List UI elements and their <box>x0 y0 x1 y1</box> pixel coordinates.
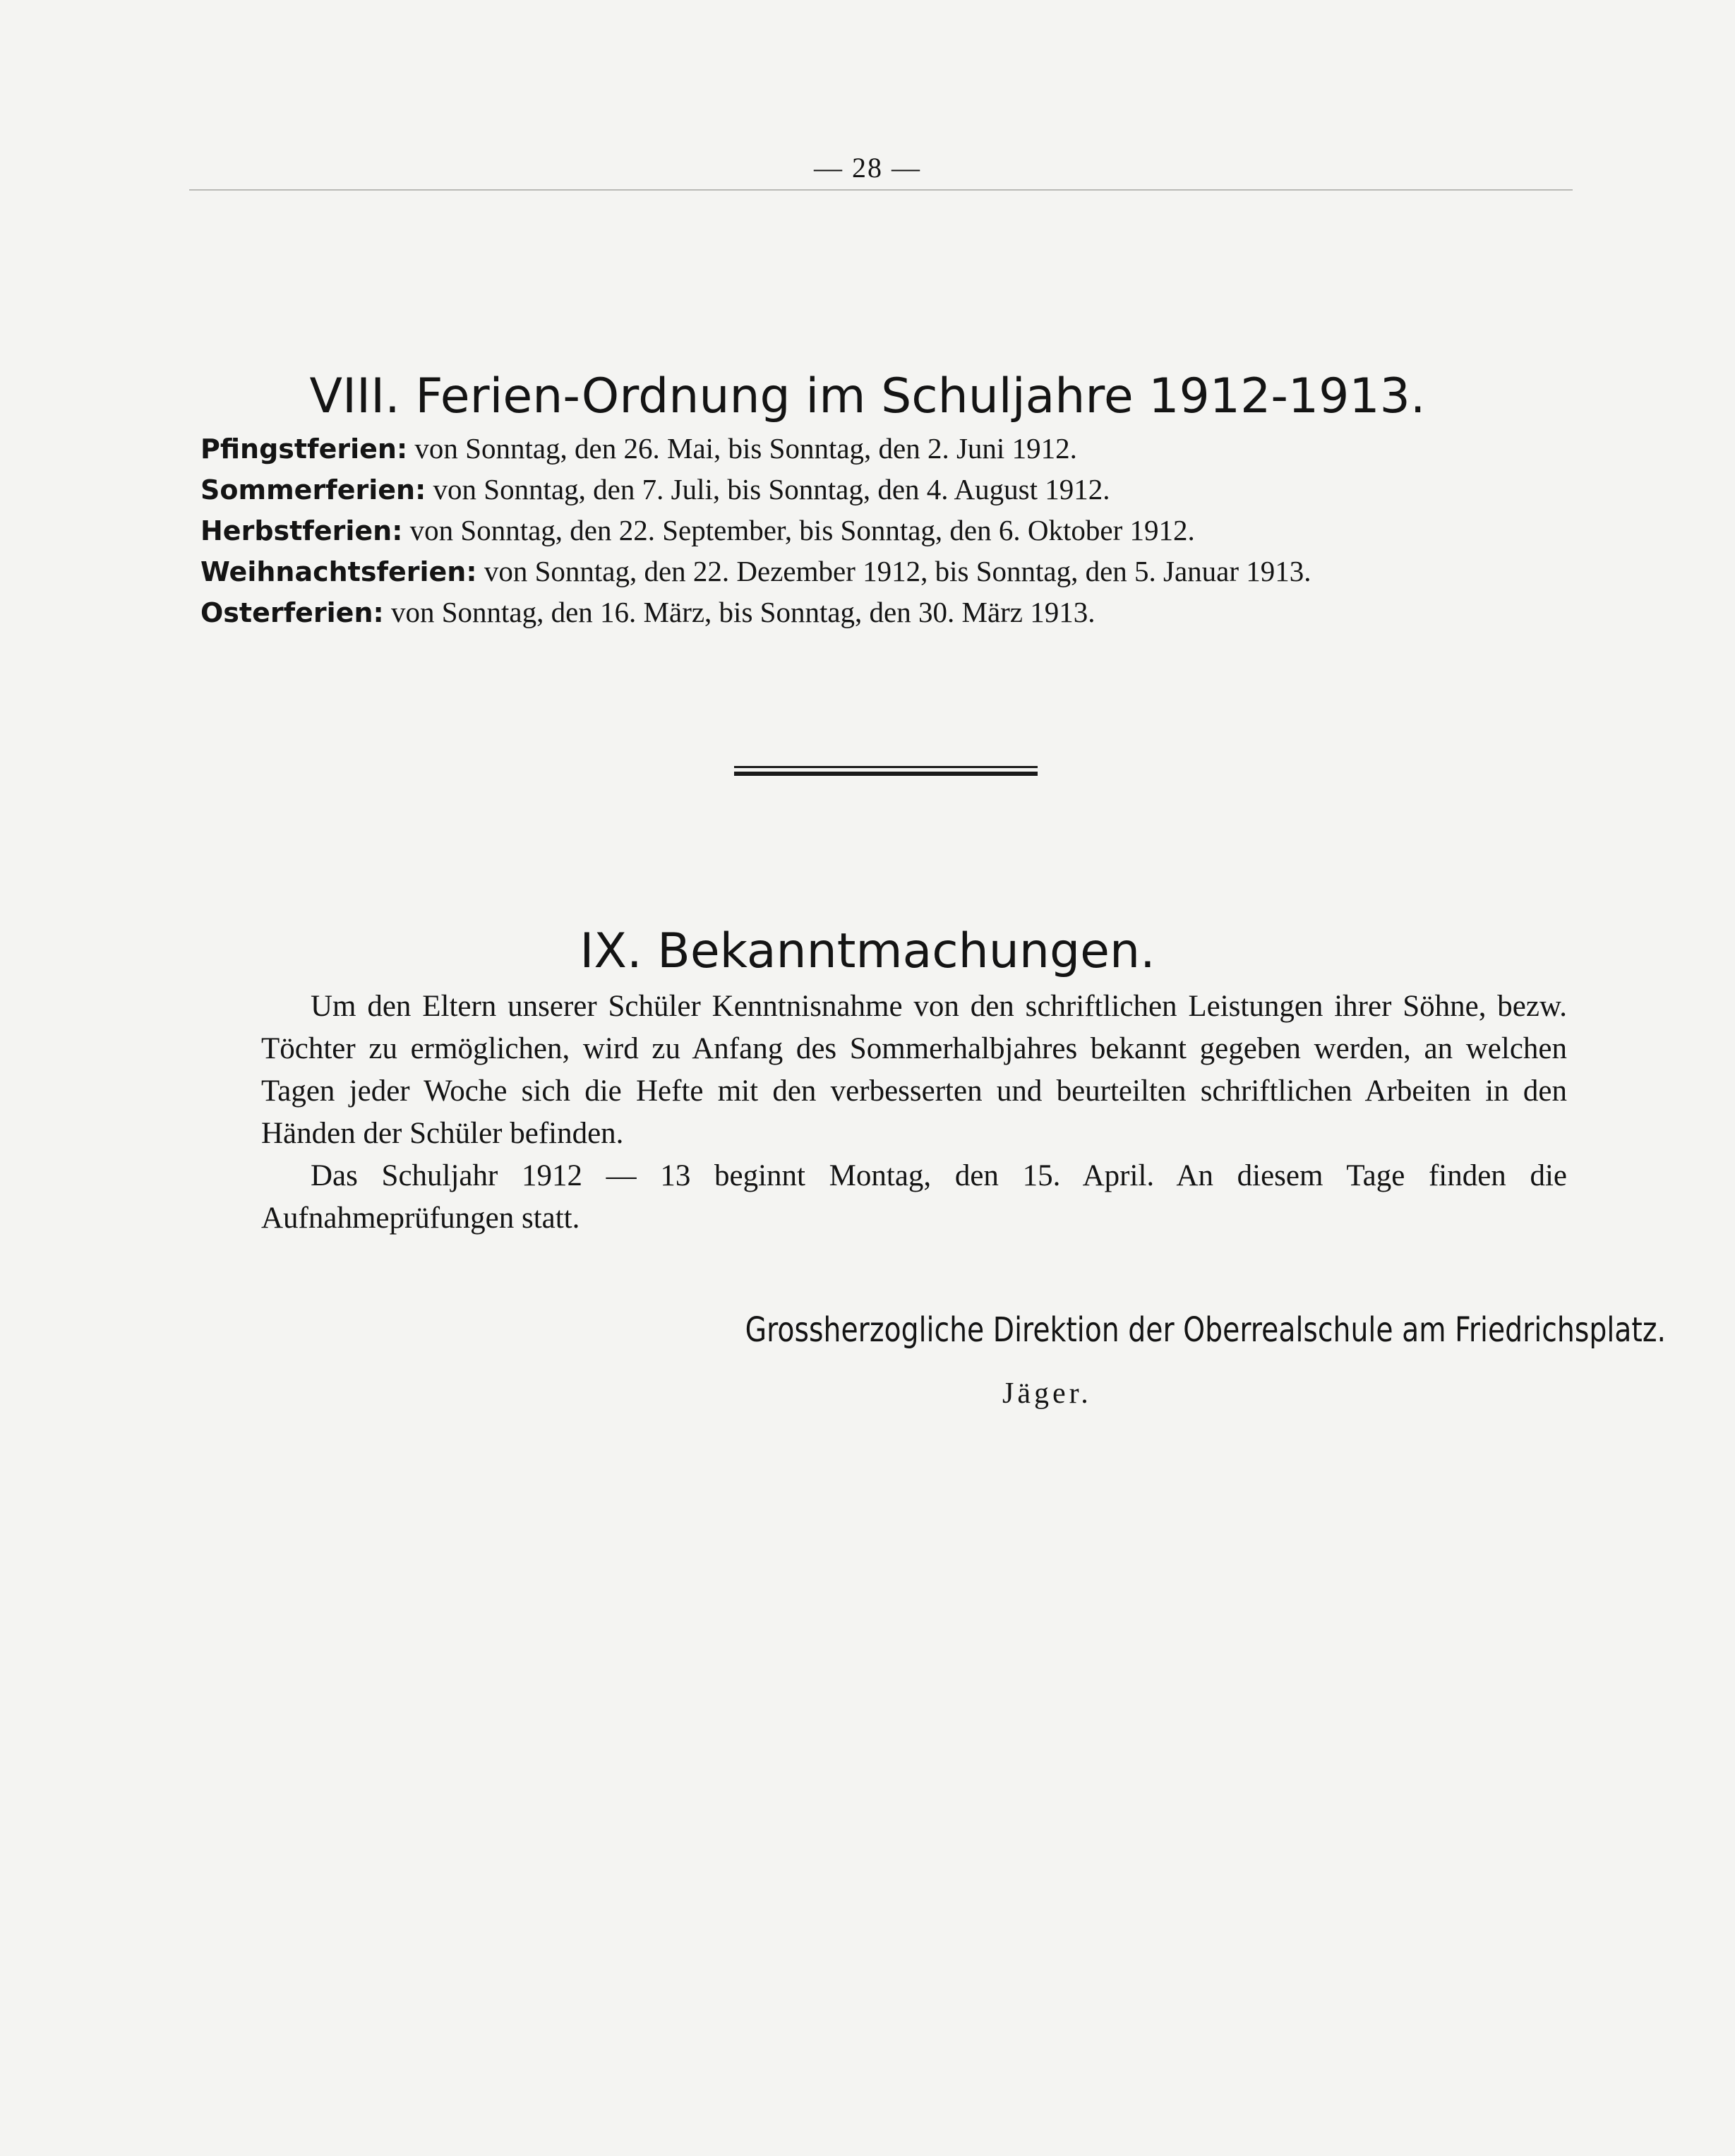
ferien-name: Herbstferien: <box>200 515 403 546</box>
header-rule <box>189 189 1573 191</box>
signer-name: Jäger. <box>1002 1377 1092 1410</box>
ferien-list <box>200 428 1584 633</box>
section-divider <box>734 766 1038 776</box>
page-number: — 28 — <box>814 152 921 184</box>
ferien-dates: von Sonntag, den 7. Juli, bis Sonntag, den 4. August 1912. <box>433 473 1110 505</box>
ferien-item-herbst <box>200 510 1584 551</box>
ferien-dates: von Sonntag, den 26. Mai, bis Sonntag, den 2. Juni 1912. <box>414 432 1077 465</box>
ferien-item-weihnachten <box>200 551 1584 592</box>
ferien-item-pfingsten <box>200 428 1584 469</box>
section-title-ferien: VIII. Ferien-Ordnung im Schuljahre 1912-1913. <box>309 368 1426 424</box>
signature-institution: Grossherzogliche Direktion der Oberrealschule am Friedrichsplatz. <box>745 1310 1667 1350</box>
ferien-name: Pfingstferien: <box>200 433 408 465</box>
ferien-dates: von Sonntag, den 16. März, bis Sonntag, den 30. März 1913. <box>390 596 1095 628</box>
section-title-bekanntmachungen: IX. Bekanntmachungen. <box>580 923 1155 979</box>
ferien-dates: von Sonntag, den 22. Dezember 1912, bis Sonntag, den 5. Januar 1913. <box>484 555 1311 587</box>
ferien-item-ostern <box>200 592 1584 633</box>
ferien-item-sommer <box>200 469 1584 510</box>
ferien-dates: von Sonntag, den 22. September, bis Sonntag, den 6. Oktober 1912. <box>409 514 1195 546</box>
ferien-name: Osterferien: <box>200 597 384 628</box>
announcement-text <box>261 986 1567 1240</box>
ferien-name: Sommerferien: <box>200 474 426 505</box>
announcement-paragraph: Um den Eltern unserer Schüler Kenntnisnahme von den schriftlichen Leistungen ihrer Söhne, bezw. Töchter zu ermöglichen, wird zu Anfang des Sommerhalbjahres bekannt gegeben werden, an welchen Tagen jeder Woche sich die Hefte mit den verbesserten und beurteilten schriftlichen Arbeiten in den Händen der Schüler befinden. <box>261 990 1567 1150</box>
ferien-name: Weihnachtsferien: <box>200 556 477 587</box>
announcement-paragraph: Das Schuljahr 1912 — 13 beginnt Montag, den 15. April. An diesem Tage finden die Aufnahmeprüfungen statt. <box>261 1159 1567 1235</box>
